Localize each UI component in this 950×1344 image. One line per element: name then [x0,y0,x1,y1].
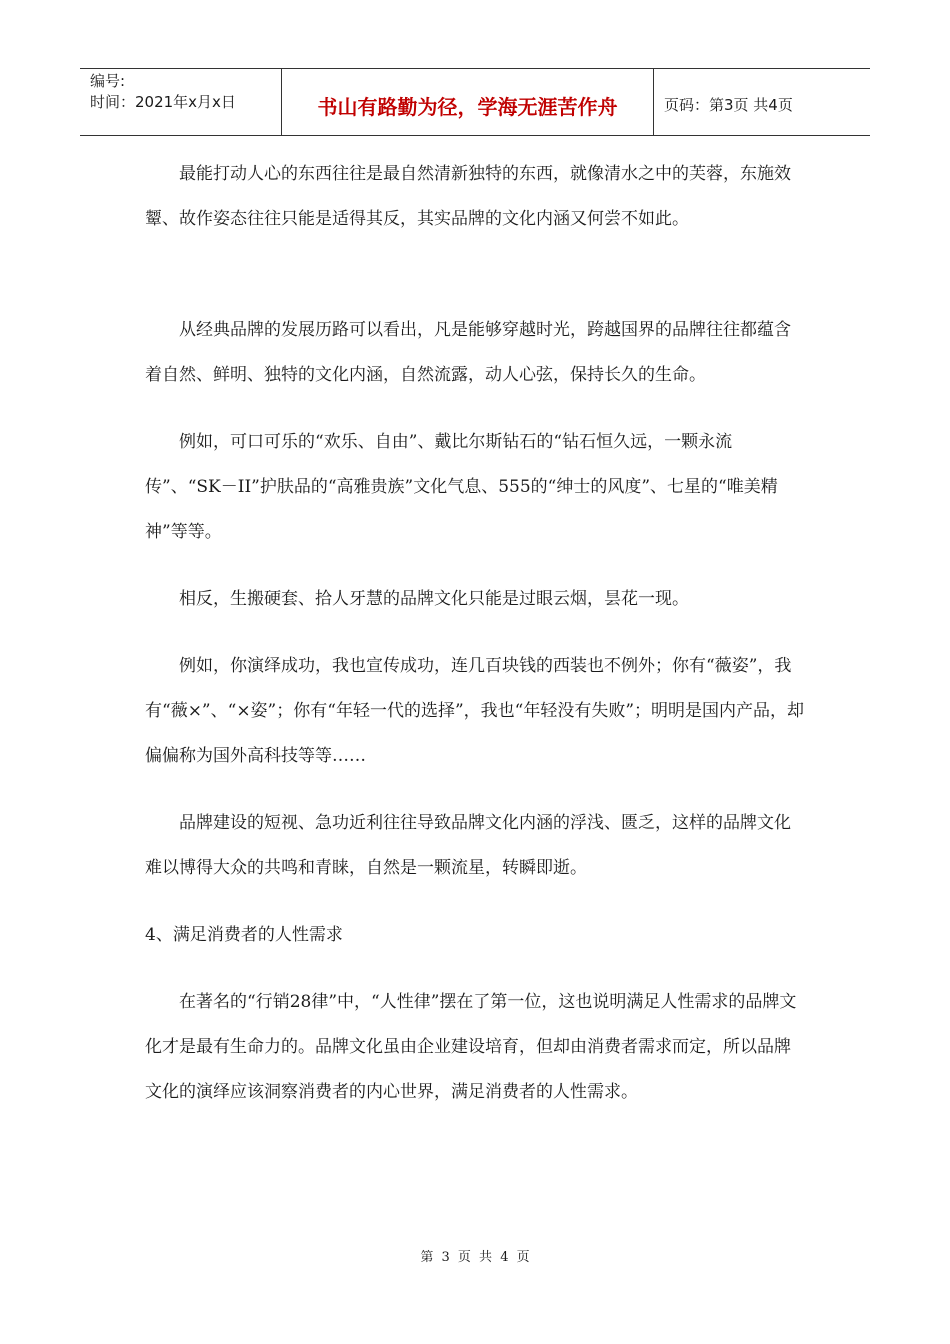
paragraph: 相反，生搬硬套、拾人牙慧的品牌文化只能是过眼云烟，昙花一现。 [179,589,689,609]
header-motto: 书山有路勤为径，学海无涯苦作舟 [282,69,654,135]
section-heading: 4、满足消费者的人性需求 [145,925,343,945]
header-meta [80,69,282,135]
document-time-label: 时间：2021年x月x日 [90,93,236,111]
page-footer: 第 3 页 共 4 页 [420,1250,530,1265]
paragraph: 品牌建设的短视、急功近利往往导致品牌文化内涵的浮浅、匮乏，这样的品牌文化难以博得大众的共鸣和青睐，自然是一颗流星，转瞬即逝。 [145,813,791,878]
paragraph: 在著名的“行销28律”中，“人性律”摆在了第一位，这也说明满足人性需求的品牌文化才是最有生命力的。品牌文化虽由企业建设培育，但却由消费者需求而定，所以品牌文化的演绎应该洞察消费者的内心世界，满足消费者的人性需求。 [145,992,797,1102]
document-number-label: 编号: [90,72,126,90]
document-body [145,152,805,1115]
paragraph: 例如，可口可乐的“欢乐、自由”、戴比尔斯钻石的“钻石恒久远，一颗永流传”、“SK－II”护肤品的“高雅贵族”文化气息、555的“绅士的风度”、七星的“唯美精神”等等。 [145,432,778,542]
paragraph: 最能打动人心的东西往往是最自然清新独特的东西，就像清水之中的芙蓉，东施效颦、故作姿态往往只能是适得其反，其实品牌的文化内涵又何尝不如此。 [145,164,791,229]
paragraph: 从经典品牌的发展历路可以看出，凡是能够穿越时光，跨越国界的品牌往往都蕴含着自然、鲜明、独特的文化内涵，自然流露，动人心弦，保持长久的生命。 [145,320,791,385]
page-header [80,68,870,136]
paragraph: 例如，你演绎成功，我也宣传成功，连几百块钱的西装也不例外；你有“薇姿”，我有“薇×”、“×姿”；你有“年轻一代的选择”，我也“年轻没有失败”；明明是国内产品，却偏偏称为国外高科技等等…… [145,656,805,766]
header-page-code: 页码：第3页 共4页 [664,95,793,114]
